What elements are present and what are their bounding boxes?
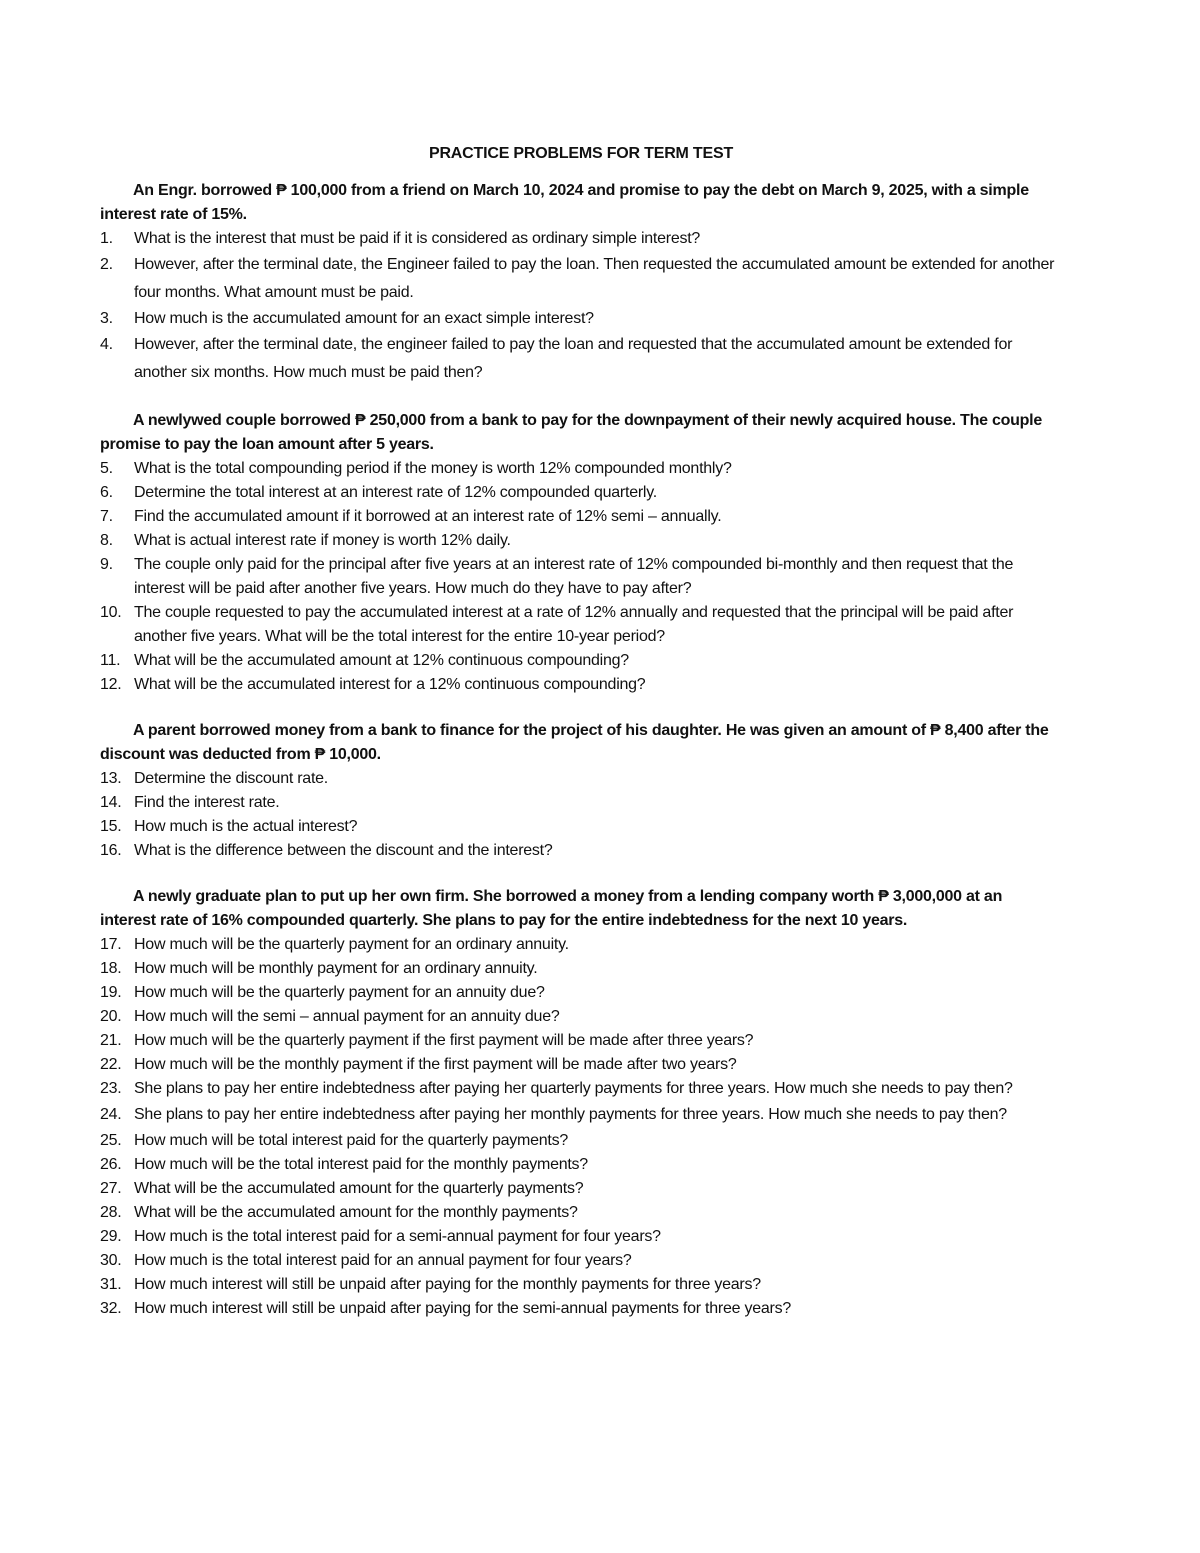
question-number: 31.	[100, 1276, 122, 1293]
question-text: The couple only paid for the principal after five years at an interest rate of 12% compounded bi-monthly and then request that the interest will be paid after another five years. How much do they have to pay after?	[134, 556, 1014, 597]
question-text: How much will be the monthly payment if the first payment will be made after two years?	[134, 1056, 737, 1073]
question-number: 24.	[100, 1106, 122, 1123]
question-item	[100, 649, 1062, 673]
question-number: 4.	[100, 336, 113, 353]
question-text: How much is the total interest paid for an annual payment for four years?	[134, 1252, 632, 1269]
question-item	[100, 529, 1062, 553]
question-text: How much is the actual interest?	[134, 818, 358, 835]
question-item	[100, 1297, 1062, 1321]
question-number: 29.	[100, 1228, 122, 1245]
question-text: What will be the accumulated amount for the quarterly payments?	[134, 1180, 584, 1197]
question-text: What is the total compounding period if the money is worth 12% compounded monthly?	[134, 460, 732, 477]
question-number: 3.	[100, 310, 113, 327]
question-item	[100, 1053, 1062, 1077]
question-item	[100, 791, 1062, 815]
question-text: How much will be the quarterly payment for an annuity due?	[134, 984, 545, 1001]
question-text: How much interest will still be unpaid after paying for the monthly payments for three years?	[134, 1276, 761, 1293]
question-text: She plans to pay her entire indebtedness after paying her monthly payments for three years. How much she needs to pay then?	[134, 1106, 1007, 1123]
question-text: How much will be monthly payment for an ordinary annuity.	[134, 960, 538, 977]
question-text: Determine the total interest at an interest rate of 12% compounded quarterly.	[134, 484, 657, 501]
question-text: However, after the terminal date, the Engineer failed to pay the loan. Then requested the accumulated amount be extended for another four months. What amount must be paid.	[134, 256, 1055, 301]
question-text: What will be the accumulated amount for the monthly payments?	[134, 1204, 578, 1221]
question-number: 2.	[100, 256, 113, 273]
question-text: How much interest will still be unpaid after paying for the semi-annual payments for three years?	[134, 1300, 791, 1317]
question-number: 15.	[100, 818, 122, 835]
problem-set-simple-interest	[100, 179, 1062, 387]
question-text: How much will be the quarterly payment if the first payment will be made after three years?	[134, 1032, 754, 1049]
question-item	[100, 1077, 1062, 1101]
question-item	[100, 601, 1062, 649]
document-page	[100, 143, 1062, 1343]
question-text: What will be the accumulated amount at 12% continuous compounding?	[134, 652, 629, 669]
question-item	[100, 839, 1062, 863]
question-text: The couple requested to pay the accumulated interest at a rate of 12% annually and requested that the principal will be paid after another five years. What will be the total interest for the entire 10-year period?	[134, 604, 1014, 645]
question-number: 5.	[100, 460, 113, 477]
problem-set-compound-interest	[100, 409, 1062, 697]
question-number: 19.	[100, 984, 122, 1001]
question-item	[100, 505, 1062, 529]
question-item	[100, 1201, 1062, 1225]
question-list	[100, 457, 1062, 697]
question-number: 1.	[100, 230, 113, 247]
question-text: She plans to pay her entire indebtedness after paying her quarterly payments for three years. How much she needs to pay then?	[134, 1080, 1013, 1097]
question-number: 30.	[100, 1252, 122, 1269]
question-text: How much will be the quarterly payment for an ordinary annuity.	[134, 936, 569, 953]
question-number: 8.	[100, 532, 113, 549]
question-list	[100, 767, 1062, 863]
question-number: 23.	[100, 1080, 122, 1097]
question-text: However, after the terminal date, the engineer failed to pay the loan and requested that the accumulated amount be extended for another six months. How much must be paid then?	[134, 336, 1013, 381]
question-item	[100, 1005, 1062, 1029]
problem-set-discount	[100, 719, 1062, 863]
question-item	[100, 481, 1062, 505]
question-item	[100, 331, 1062, 387]
question-number: 16.	[100, 842, 122, 859]
question-item	[100, 1225, 1062, 1249]
question-item	[100, 1177, 1062, 1201]
question-item	[100, 227, 1062, 251]
problem-intro: An Engr. borrowed ₱ 100,000 from a friend on March 10, 2024 and promise to pay the debt on March 9, 2025, with a simple interest rate of 15%.	[100, 182, 1029, 223]
question-number: 32.	[100, 1300, 122, 1317]
question-item	[100, 1101, 1062, 1129]
question-item	[100, 767, 1062, 791]
question-number: 18.	[100, 960, 122, 977]
question-item	[100, 1273, 1062, 1297]
question-number: 25.	[100, 1132, 122, 1149]
question-number: 7.	[100, 508, 113, 525]
question-item	[100, 1129, 1062, 1153]
question-number: 11.	[100, 652, 121, 669]
page-title: PRACTICE PROBLEMS FOR TERM TEST	[428, 145, 734, 162]
question-item	[100, 957, 1062, 981]
question-text: What will be the accumulated interest for a 12% continuous compounding?	[134, 676, 646, 693]
question-number: 27.	[100, 1180, 122, 1197]
question-text: Determine the discount rate.	[134, 770, 328, 787]
question-text: Find the accumulated amount if it borrowed at an interest rate of 12% semi – annually.	[134, 508, 722, 525]
question-item	[100, 1029, 1062, 1053]
question-number: 9.	[100, 556, 113, 573]
question-list	[100, 933, 1062, 1321]
question-item	[100, 815, 1062, 839]
question-number: 26.	[100, 1156, 122, 1173]
question-text: How much will be the total interest paid for the monthly payments?	[134, 1156, 588, 1173]
problem-intro: A parent borrowed money from a bank to finance for the project of his daughter. He was given an amount of ₱ 8,400 after the discount was deducted from ₱ 10,000.	[100, 722, 1049, 763]
question-number: 12.	[100, 676, 122, 693]
question-list	[100, 227, 1062, 387]
question-number: 6.	[100, 484, 113, 501]
question-item	[100, 1153, 1062, 1177]
problem-intro: A newly graduate plan to put up her own firm. She borrowed a money from a lending company worth ₱ 3,000,000 at an interest rate of 16% compounded quarterly. She plans to pay for the entire indebtedness for the next 10 years.	[100, 888, 1003, 929]
problem-intro: A newlywed couple borrowed ₱ 250,000 from a bank to pay for the downpayment of their newly acquired house. The couple promise to pay the loan amount after 5 years.	[100, 412, 1043, 453]
question-number: 28.	[100, 1204, 122, 1221]
question-number: 10.	[100, 604, 122, 621]
question-item	[100, 251, 1062, 307]
question-item	[100, 673, 1062, 697]
question-text: What is the difference between the discount and the interest?	[134, 842, 553, 859]
question-item	[100, 981, 1062, 1005]
question-text: How much is the total interest paid for a semi-annual payment for four years?	[134, 1228, 661, 1245]
question-text: How much will the semi – annual payment for an annuity due?	[134, 1008, 560, 1025]
question-number: 21.	[100, 1032, 122, 1049]
question-number: 13.	[100, 770, 122, 787]
question-item	[100, 1249, 1062, 1273]
question-number: 22.	[100, 1056, 122, 1073]
question-text: How much will be total interest paid for the quarterly payments?	[134, 1132, 568, 1149]
question-item	[100, 553, 1062, 601]
question-item	[100, 933, 1062, 957]
question-number: 14.	[100, 794, 122, 811]
question-number: 17.	[100, 936, 122, 953]
problem-set-annuity	[100, 885, 1062, 1321]
question-item	[100, 457, 1062, 481]
question-number: 20.	[100, 1008, 122, 1025]
question-item	[100, 307, 1062, 331]
question-text: What is the interest that must be paid if it is considered as ordinary simple interest?	[134, 230, 701, 247]
question-text: How much is the accumulated amount for an exact simple interest?	[134, 310, 594, 327]
question-text: Find the interest rate.	[134, 794, 280, 811]
question-text: What is actual interest rate if money is worth 12% daily.	[134, 532, 511, 549]
